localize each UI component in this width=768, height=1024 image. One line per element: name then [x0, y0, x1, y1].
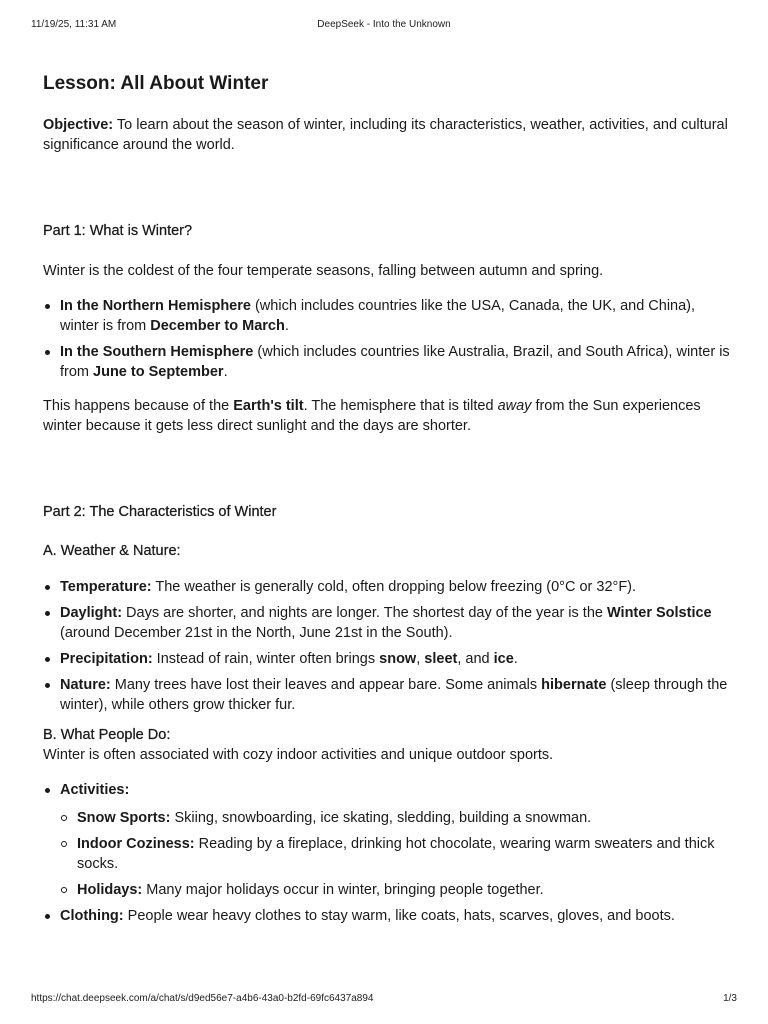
lesson-title: Lesson: All About Winter: [43, 73, 269, 94]
south-text: (which includes countries like Australia, Brazil, and South Africa), winter is from: [60, 344, 730, 380]
activities-sublist: [60, 808, 733, 900]
list-item-holidays: [60, 880, 733, 900]
page-number: 1/3: [723, 993, 737, 1004]
snow-sports-text: Skiing, snowboarding, ice skating, sledding, building a snowman.: [170, 810, 592, 826]
south-label: In the Southern Hemisphere: [60, 344, 254, 360]
tilt-italic: away: [497, 398, 532, 414]
weather-nature-heading: A. Weather & Nature:: [43, 543, 181, 559]
indoor-coziness-text: Reading by a fireplace, drinking hot chocolate, wearing warm sweaters and thick socks.: [77, 836, 715, 872]
sleet: sleet: [424, 651, 458, 667]
tilt-paragraph: [43, 396, 733, 436]
weather-list: [43, 577, 733, 715]
hibernate: hibernate: [541, 677, 607, 693]
north-months: December to March: [150, 318, 285, 334]
activities-label: Activities:: [60, 782, 130, 798]
clothing-label: Clothing:: [60, 908, 124, 924]
nature-label: Nature:: [60, 677, 111, 693]
tilt-post: from the Sun experiences winter because it gets less direct sunlight and the days are shorter.: [43, 398, 701, 434]
what-people-do-heading: B. What People Do:: [43, 727, 171, 743]
comma: ,: [416, 651, 425, 667]
tilt-bold: Earth's tilt: [233, 398, 304, 414]
list-item-clothing: [43, 906, 733, 926]
temperature-label: Temperature:: [60, 579, 152, 595]
daylight-label: Daylight:: [60, 605, 123, 621]
ice: ice: [493, 651, 514, 667]
daylight-text: Days are shorter, and nights are longer. The shortest day of the year is the: [122, 605, 607, 621]
and: , and: [457, 651, 494, 667]
page-url: https://chat.deepseek.com/a/chat/s/d9ed56e7-a4b6-43a0-b2fd-69fc6437a894: [31, 993, 374, 1004]
period: .: [284, 318, 289, 334]
part1-heading: Part 1: What is Winter?: [43, 223, 193, 239]
part1-intro: Winter is the coldest of the four temperate seasons, falling between autumn and spring.: [43, 263, 604, 279]
print-page-title: DeepSeek - Into the Unknown: [317, 19, 451, 30]
list-item-nature: [43, 675, 733, 715]
objective-paragraph: [43, 115, 733, 155]
temperature-text: The weather is generally cold, often dropping below freezing (0°C or 32°F).: [151, 579, 637, 595]
print-header: [0, 19, 768, 33]
list-item-snow-sports: [60, 808, 733, 828]
what-people-do-intro: Winter is often associated with cozy indoor activities and unique outdoor sports.: [43, 747, 554, 763]
nature-text: Many trees have lost their leaves and appear bare. Some animals: [110, 677, 542, 693]
precipitation-label: Precipitation:: [60, 651, 153, 667]
clothing-text: People wear heavy clothes to stay warm, like coats, hats, scarves, gloves, and boots.: [123, 908, 675, 924]
tilt-mid: . The hemisphere that is tilted: [303, 398, 498, 414]
list-item-activities: [43, 780, 733, 900]
daylight-post: (around December 21st in the North, June 21st in the South).: [60, 625, 453, 641]
list-item-indoor-coziness: [60, 834, 733, 874]
list-item-north: [43, 296, 733, 336]
indoor-coziness-label: Indoor Coziness:: [77, 836, 195, 852]
list-item-daylight: [43, 603, 733, 643]
hemisphere-list: [43, 296, 733, 382]
winter-solstice: Winter Solstice: [606, 605, 712, 621]
precipitation-text: Instead of rain, winter often brings: [152, 651, 380, 667]
objective-label: Objective:: [43, 117, 114, 133]
print-date: 11/19/25, 11:31 AM: [31, 19, 117, 30]
list-item-precipitation: [43, 649, 733, 669]
holidays-text: Many major holidays occur in winter, bringing people together.: [142, 882, 544, 898]
list-item-south: [43, 342, 733, 382]
period: .: [223, 364, 228, 380]
snow: snow: [379, 651, 417, 667]
people-list: [43, 780, 733, 926]
part2-heading: Part 2: The Characteristics of Winter: [43, 504, 277, 520]
period: .: [513, 651, 518, 667]
north-label: In the Northern Hemisphere: [60, 298, 251, 314]
holidays-label: Holidays:: [77, 882, 143, 898]
tilt-pre: This happens because of the: [43, 398, 234, 414]
snow-sports-label: Snow Sports:: [77, 810, 171, 826]
list-item-temperature: [43, 577, 733, 597]
print-footer: [0, 993, 768, 1007]
objective-text: To learn about the season of winter, including its characteristics, weather, activities, and cultural significance around the world.: [43, 117, 728, 153]
lesson-document: [43, 70, 733, 932]
north-text: (which includes countries like the USA, Canada, the UK, and China), winter is from: [60, 298, 696, 334]
south-months: June to September: [93, 364, 224, 380]
nature-post: (sleep through the winter), while others grow thicker fur.: [60, 677, 728, 713]
